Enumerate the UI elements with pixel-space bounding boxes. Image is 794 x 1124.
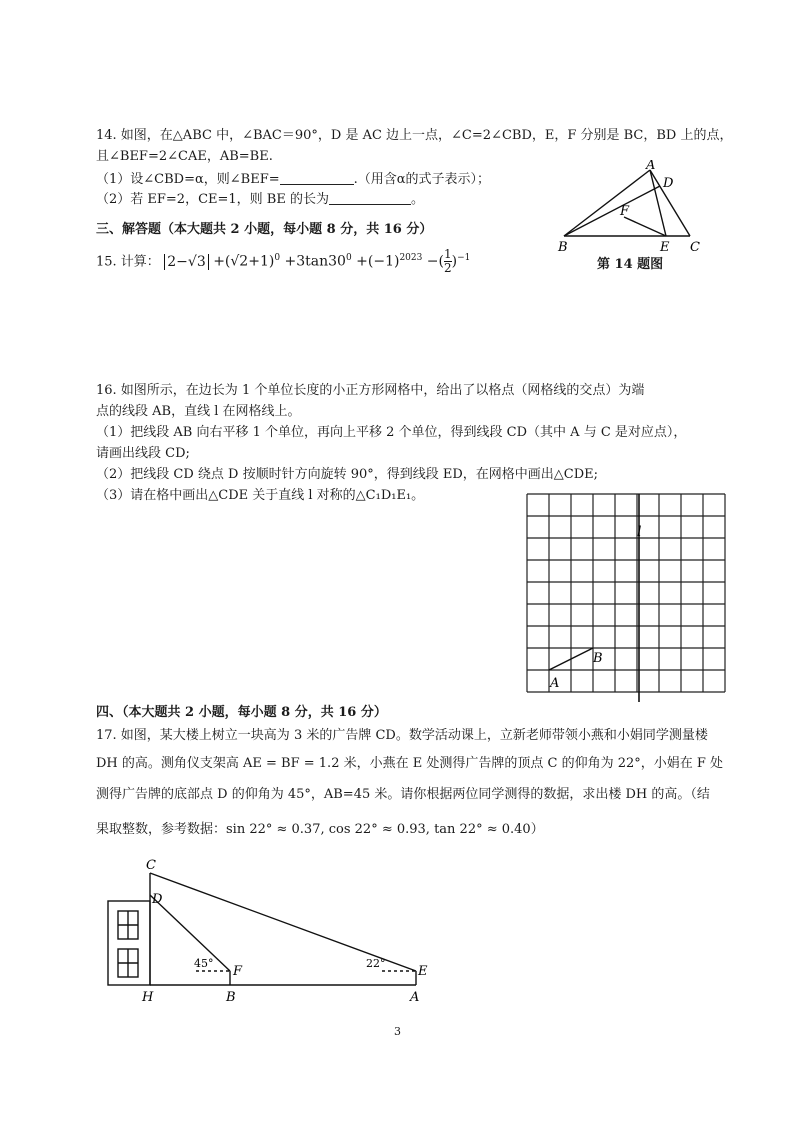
q14-label-d: D: [663, 176, 674, 191]
q14-line1: 14. 如图，在△ABC 中，∠BAC＝90°，D 是 AC 边上一点，∠C=2∠CBD，E，F 分别是 BC，BD 上的点，: [96, 128, 733, 143]
q17-line2: DH 的高。测角仪支架高 AE = BF = 1.2 米，小燕在 E 处测得广告牌的顶点 C 的仰角为 22°，小娟在 F 处: [96, 756, 724, 771]
q17-label-h: H: [142, 990, 154, 1005]
q15-close-paren: ): [451, 253, 458, 270]
q16-line4: 请画出线段 CD;: [96, 446, 190, 461]
q17-label-a: A: [410, 990, 420, 1005]
q15-exp2023: 2023: [399, 252, 423, 263]
section3-heading: 三、解答题（本大题共 2 小题，每小题 8 分，共 16 分）: [96, 222, 433, 237]
q15-fraction: [444, 248, 452, 275]
q14-part1-prefix: （1）设∠CBD=α，则∠BEF=: [96, 172, 280, 187]
q16-line6: （3）请在格中画出△CDE 关于直线 l 对称的△C₁D₁E₁。: [96, 488, 425, 503]
q14-label-f: F: [620, 204, 630, 219]
q14-part1-blank[interactable]: [280, 170, 354, 185]
grid-label-l: l: [637, 524, 642, 540]
q14-line2: 且∠BEF=2∠CAE，AB=BE.: [96, 149, 273, 164]
q15-term3: +(−1): [356, 253, 400, 270]
q15-term4: −(: [426, 253, 444, 270]
q17-line4: 果取整数，参考数据：sin 22° ≈ 0.37, cos 22° ≈ 0.93, tan 22° ≈ 0.40）: [96, 822, 544, 837]
q14-label-a: A: [646, 160, 656, 173]
q14-part2-blank[interactable]: [329, 190, 411, 205]
q16-grid-figure: [520, 492, 730, 702]
q15-exp-neg1: −1: [457, 252, 471, 263]
q14-part1-suffix: .（用含α的式子表示）；: [353, 172, 491, 187]
q15-label: 15. 计算：: [96, 254, 160, 270]
q17-line3: 测得广告牌的底部点 D 的仰角为 45°，AB=45 米。请你根据两位同学测得的数据，求出楼 DH 的高。（结: [96, 787, 710, 802]
q15-term2: +3tan30: [284, 253, 346, 270]
section4-heading: 四、（本大题共 2 小题，每小题 8 分，共 16 分）: [96, 705, 387, 720]
q17-angle-22: 22°: [366, 957, 386, 970]
q14-part2: [96, 190, 424, 209]
q17-angle-45: 45°: [194, 957, 214, 970]
q14-label-c: C: [690, 240, 700, 255]
q17-line1: 17. 如图，某大楼上树立一块高为 3 米的广告牌 CD。数学活动课上，立新老师带领小燕和小娟同学测量楼: [96, 728, 708, 743]
grid-lines: [527, 494, 725, 692]
q17-label-f: F: [233, 964, 243, 979]
q17-building-figure: [100, 855, 440, 1005]
q14-figure-caption: 第 14 题图: [597, 257, 664, 272]
q14-part2-prefix: （2）若 EF=2，CE=1，则 BE 的长为: [96, 192, 329, 207]
q15-term1: +(√2+1): [213, 253, 275, 270]
q15-frac-num: 1: [444, 247, 452, 261]
q16-line1: 16. 如图所示，在边长为 1 个单位长度的小正方形网格中，给出了以格点（网格线的交点）为端: [96, 383, 645, 398]
q15-expression: [96, 248, 470, 282]
q14-part1: [96, 170, 490, 189]
q14-label-e: E: [660, 240, 670, 255]
page-number: 3: [394, 1025, 401, 1038]
q16-line3: （1）把线段 AB 向右平移 1 个单位，再向上平移 2 个单位，得到线段 CD（其中 A 与 C 是对应点），: [96, 425, 687, 440]
q17-label-b: B: [226, 990, 236, 1005]
q17-label-e: E: [418, 964, 428, 979]
q16-line5: （2）把线段 CD 绕点 D 按顺时针方向旋转 90°，得到线段 ED，在网格中画出△CDE;: [96, 467, 599, 482]
q14-part2-suffix: 。: [411, 192, 425, 207]
q16-line2: 点的线段 AB，直线 l 在网格线上。: [96, 404, 301, 419]
q15-exp0: 0: [274, 252, 281, 263]
q17-label-c: C: [146, 858, 156, 873]
building-body: [108, 901, 150, 985]
q14-triangle-figure: [550, 160, 710, 256]
grid-label-a: A: [550, 676, 560, 691]
grid-label-b: B: [593, 651, 603, 666]
q17-label-d: D: [152, 892, 163, 907]
q15-exp-deg: 0: [345, 252, 352, 263]
q15-abs-value: 2−√3: [164, 254, 208, 270]
q15-frac-den: 2: [444, 261, 452, 275]
q14-label-b: B: [558, 240, 568, 255]
